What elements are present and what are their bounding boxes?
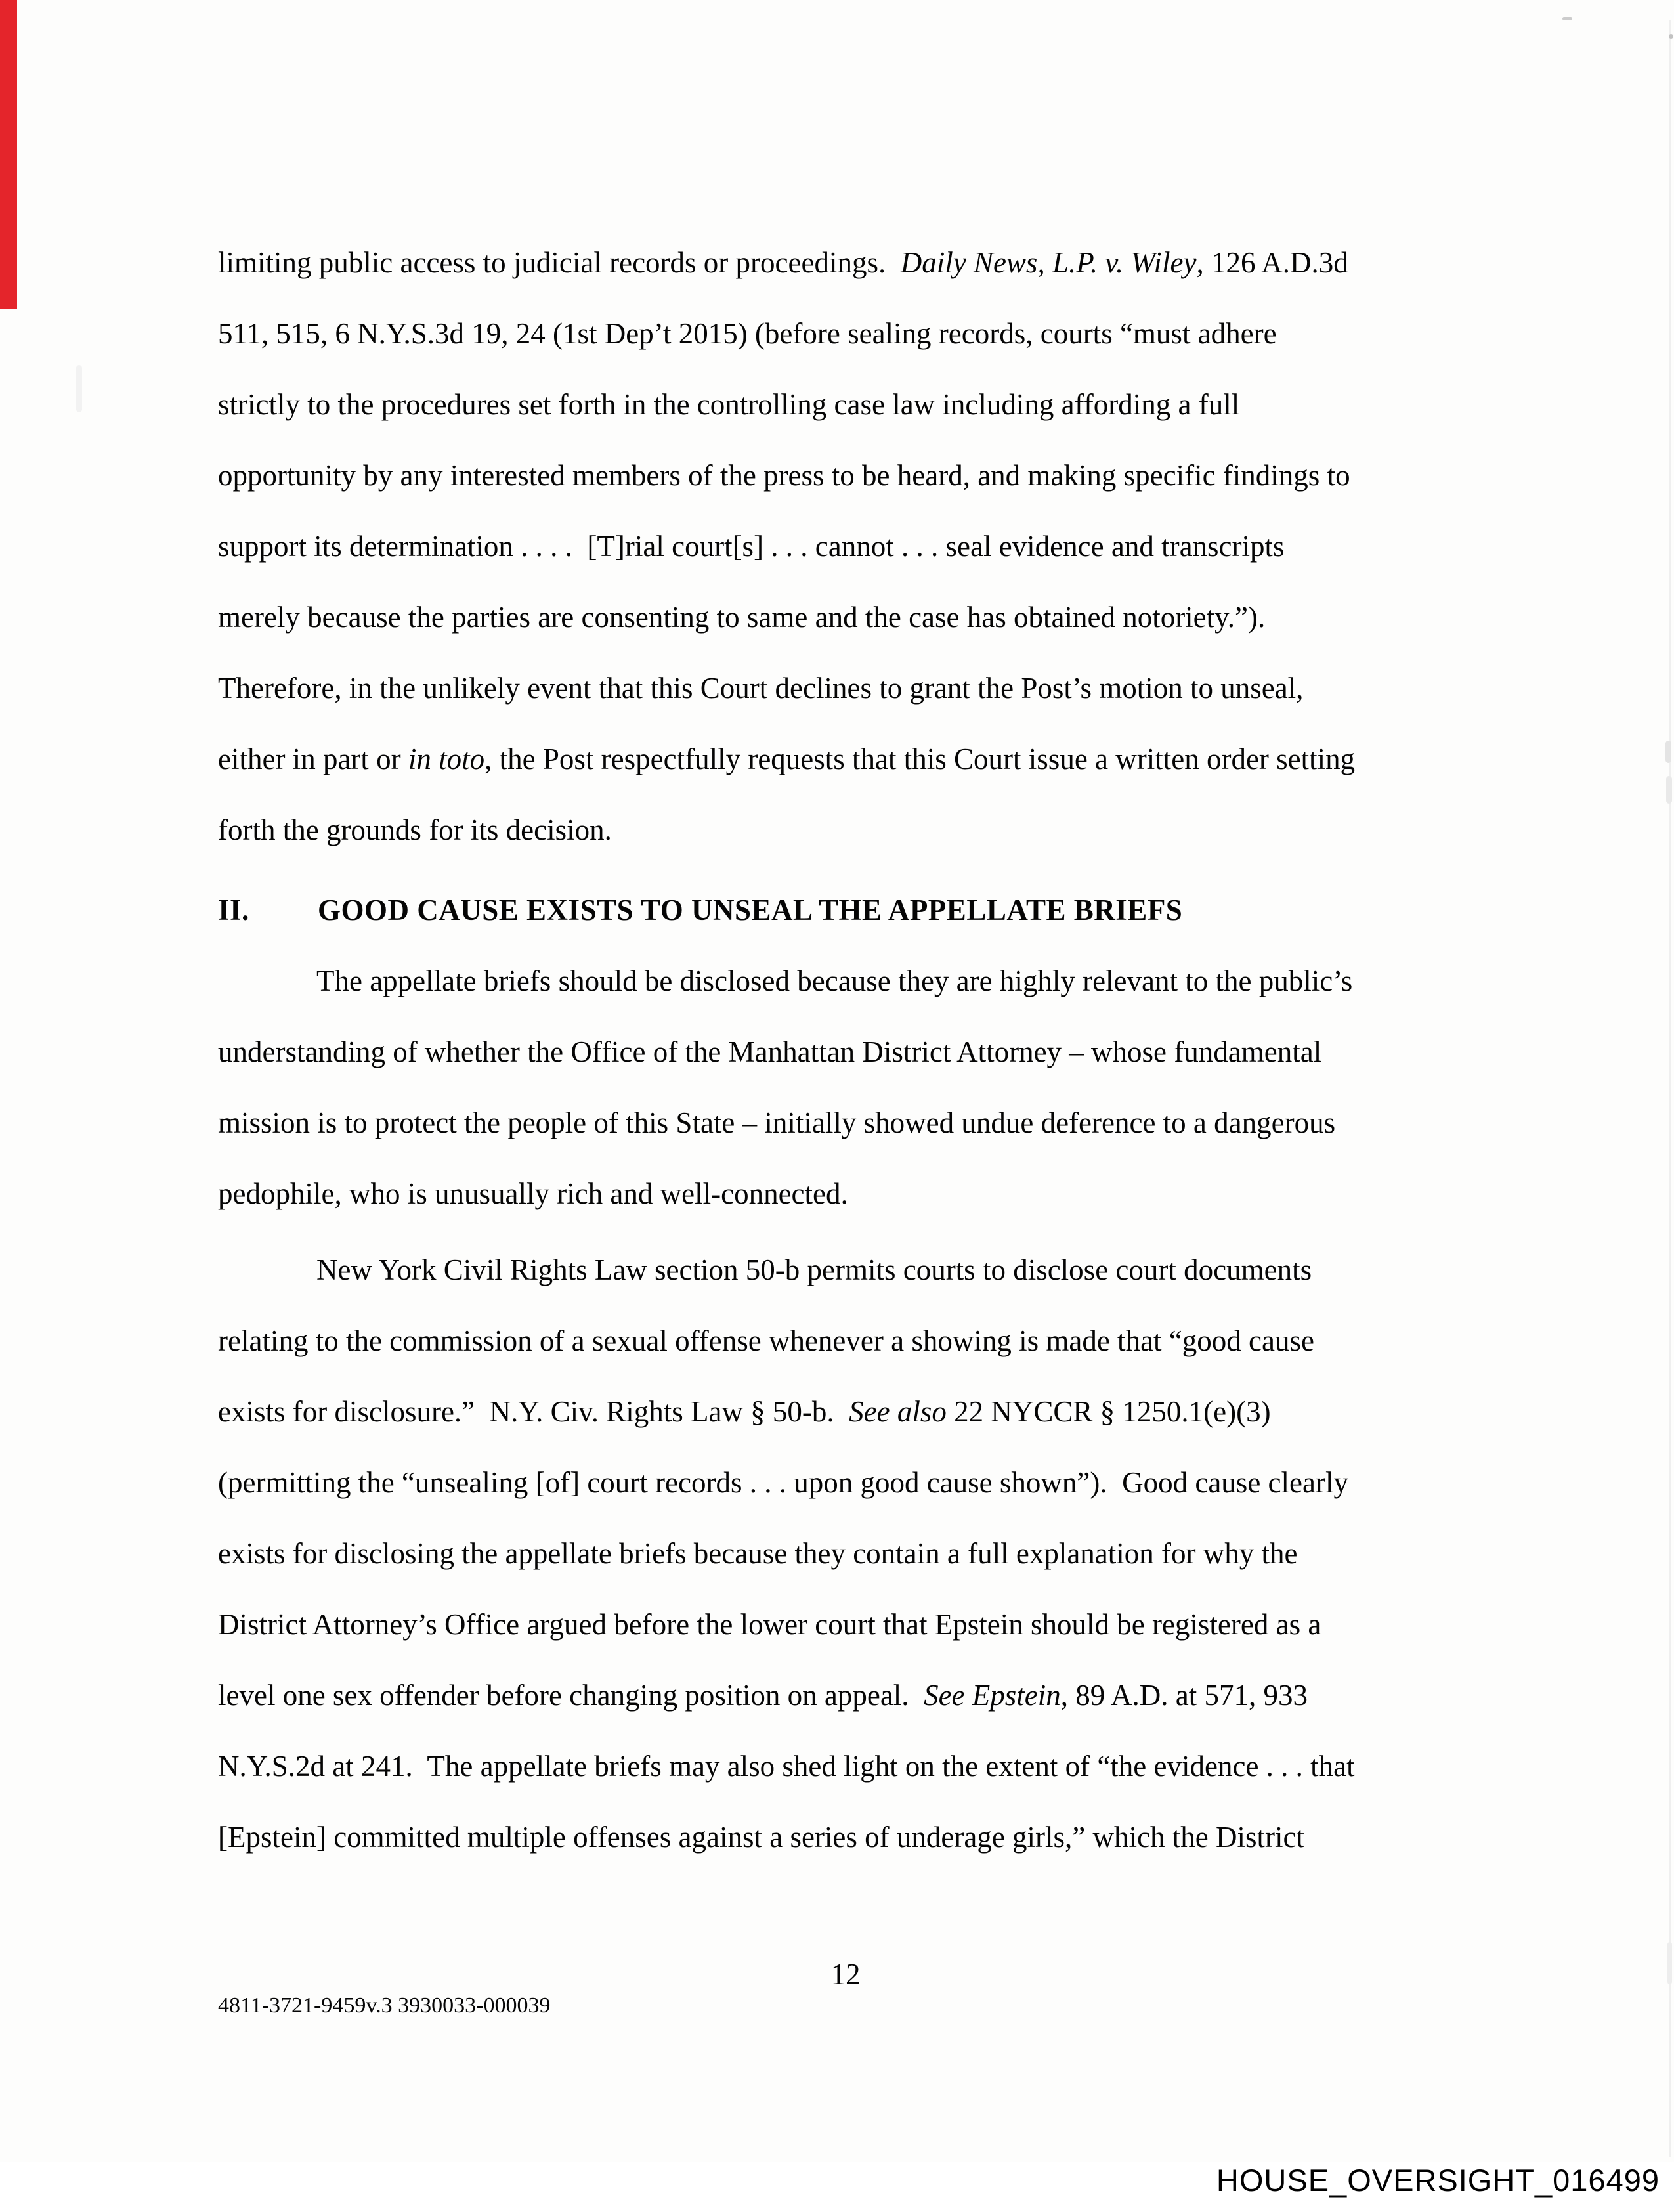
text-segment: limiting public access to judicial records or proceedings. [218, 246, 901, 279]
paragraph-spacer [218, 865, 1482, 875]
scan-edge-smudge [1666, 776, 1672, 804]
text-segment: , 126 A.D.3d [1196, 246, 1348, 279]
text-line [218, 369, 1482, 440]
text-segment: Therefore, in the unlikely event that this Court declines to grant the Post’s motion to unseal, [218, 672, 1304, 705]
text-line [218, 1087, 1482, 1158]
text-line [218, 653, 1482, 724]
text-segment: opportunity by any interested members of the press to be heard, and making specific findings to [218, 459, 1350, 492]
text-line [218, 1731, 1482, 1802]
text-segment: , the Post respectfully requests that this Court issue a written order setting [484, 743, 1356, 775]
section-heading [218, 875, 1482, 945]
text-line [218, 227, 1482, 298]
text-segment: pedophile, who is unusually rich and well-connected. [218, 1177, 848, 1210]
scan-margin-smudge [76, 365, 82, 412]
text-segment: strictly to the procedures set forth in the controlling case law including affording a full [218, 388, 1240, 421]
text-line [218, 1234, 1482, 1305]
scan-speck [1562, 17, 1572, 20]
text-segment: either in part or [218, 743, 408, 775]
text-segment: District Attorney’s Office argued before the lower court that Epstein should be registered as a [218, 1608, 1321, 1641]
text-segment: exists for disclosure.” N.Y. Civ. Rights Law § 50-b. [218, 1395, 849, 1428]
text-line [218, 1802, 1482, 1873]
text-line [218, 440, 1482, 511]
footer-docket-number: 4811-3721-9459v.3 3930033-000039 [218, 1993, 551, 2018]
scan-edge-smudge [1665, 741, 1671, 763]
text-line [218, 511, 1482, 582]
text-segment: [Epstein] committed multiple offenses against a series of underage girls,” which the District [218, 1821, 1304, 1854]
text-line [218, 298, 1482, 369]
text-segment: The appellate briefs should be disclosed because they are highly relevant to the public’s [316, 965, 1353, 997]
case-citation: in toto [408, 743, 485, 775]
text-segment: merely because the parties are consenting to same and the case has obtained notoriety.”). [218, 601, 1266, 634]
scan-speck [1669, 34, 1673, 39]
text-segment: mission is to protect the people of this State – initially showed undue deference to a dangerous [218, 1106, 1336, 1139]
text-segment: New York Civil Rights Law section 50-b permits courts to disclose court documents [316, 1253, 1312, 1286]
section-title: GOOD CAUSE EXISTS TO UNSEAL THE APPELLATE BRIEFS [318, 894, 1183, 926]
scan-red-bar-artifact [0, 0, 17, 309]
text-line [218, 794, 1482, 865]
bates-stamp: HOUSE_OVERSIGHT_016499 [1216, 2163, 1660, 2198]
case-citation: Daily News, L.P. v. Wiley [900, 246, 1197, 279]
paragraph-spacer [218, 1229, 1482, 1234]
text-line [218, 1518, 1482, 1589]
text-line [218, 1158, 1482, 1229]
text-line [218, 582, 1482, 653]
section-number: II. [218, 894, 249, 926]
text-segment: level one sex offender before changing position on appeal. [218, 1679, 924, 1712]
text-segment: relating to the commission of a sexual offense whenever a showing is made that “good cause [218, 1324, 1314, 1357]
text-segment: 511, 515, 6 N.Y.S.3d 19, 24 (1st Dep’t 2015) (before sealing records, courts “must adhere [218, 317, 1277, 350]
text-segment: 22 NYCCR § 1250.1(e)(3) [946, 1395, 1271, 1428]
text-segment: understanding of whether the Office of the Manhattan District Attorney – whose fundamental [218, 1035, 1322, 1068]
text-segment: exists for disclosing the appellate briefs because they contain a full explanation for why the [218, 1537, 1298, 1570]
text-segment: (permitting the “unsealing [of] court records . . . upon good cause shown”). Good cause clearly [218, 1466, 1348, 1499]
body-text [218, 227, 1482, 1873]
scan-edge-line [1669, 20, 1671, 2157]
text-segment: , 89 A.D. at 571, 933 [1060, 1679, 1308, 1712]
page-number: 12 [830, 1958, 861, 1991]
text-segment: N.Y.S.2d at 241. The appellate briefs may also shed light on the extent of “the evidence . . . that [218, 1750, 1355, 1783]
text-line [218, 1447, 1482, 1518]
text-segment: support its determination . . . . [T]rial court[s] . . . cannot . . . seal evidence and transcripts [218, 530, 1285, 563]
text-segment: forth the grounds for its decision. [218, 813, 612, 846]
text-line [218, 724, 1482, 794]
text-line [218, 1589, 1482, 1660]
case-citation: See Epstein [924, 1679, 1061, 1712]
text-line [218, 1376, 1482, 1447]
text-line [218, 1660, 1482, 1731]
text-line [218, 945, 1482, 1016]
text-line [218, 1016, 1482, 1087]
case-citation: See also [849, 1395, 947, 1428]
text-line [218, 1305, 1482, 1376]
